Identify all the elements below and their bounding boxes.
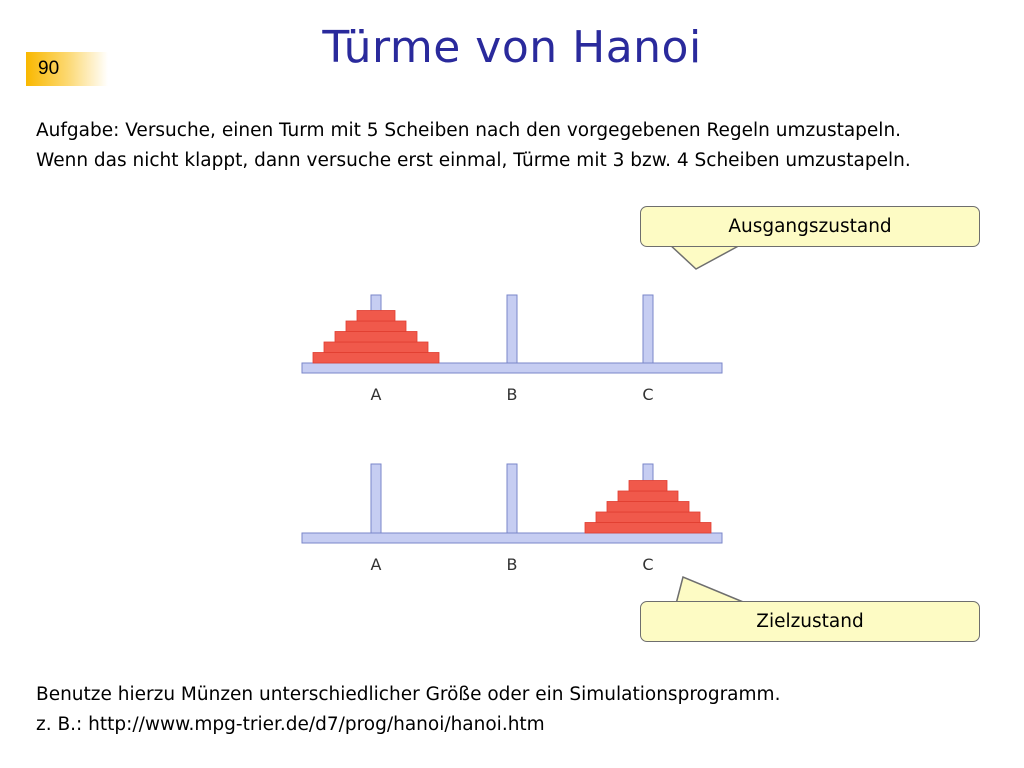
- start-disk-3: [335, 332, 417, 343]
- goal-disk-3: [607, 502, 689, 513]
- task-line-1: Aufgabe: Versuche, einen Turm mit 5 Scheiben nach den vorgegebenen Regeln umzustapeln.: [36, 120, 902, 141]
- footer-text: [36, 680, 1006, 740]
- start-peg-b: [507, 295, 517, 363]
- goal-disk-5: [585, 523, 711, 534]
- start-disk-2: [346, 321, 406, 332]
- footer-line-2: z. B.: http://www.mpg-trier.de/d7/prog/hanoi/hanoi.htm: [36, 714, 545, 735]
- slide-number: 90: [26, 52, 108, 86]
- goal-peg-label-b: B: [506, 555, 518, 574]
- start-peg-label-c: C: [642, 385, 654, 404]
- start-peg-label-a: A: [370, 385, 382, 404]
- goal-disk-1: [629, 481, 667, 492]
- task-line-2: Wenn das nicht klappt, dann versuche erst einmal, Türme mit 3 bzw. 4 Scheiben umzustapeln.: [36, 150, 911, 171]
- goal-base: [302, 533, 722, 543]
- start-peg-label-b: B: [506, 385, 518, 404]
- start-disk-5: [313, 353, 439, 364]
- start-disk-4: [324, 342, 428, 353]
- start-disk-1: [357, 311, 395, 322]
- goal-peg-label-a: A: [370, 555, 382, 574]
- goal-disk-2: [618, 491, 678, 502]
- footer-line-1: Benutze hierzu Münzen unterschiedlicher Größe oder ein Simulationsprogramm.: [36, 684, 781, 705]
- start-base: [302, 363, 722, 373]
- start-peg-c: [643, 295, 653, 363]
- callout-start-state: Ausgangszustand: [640, 206, 980, 247]
- page-title: Türme von Hanoi: [322, 22, 702, 73]
- callout-goal-state: Zielzustand: [640, 601, 980, 642]
- goal-peg-b: [507, 464, 517, 533]
- goal-peg-a: [371, 464, 381, 533]
- goal-disk-4: [596, 512, 700, 523]
- goal-peg-label-c: C: [642, 555, 654, 574]
